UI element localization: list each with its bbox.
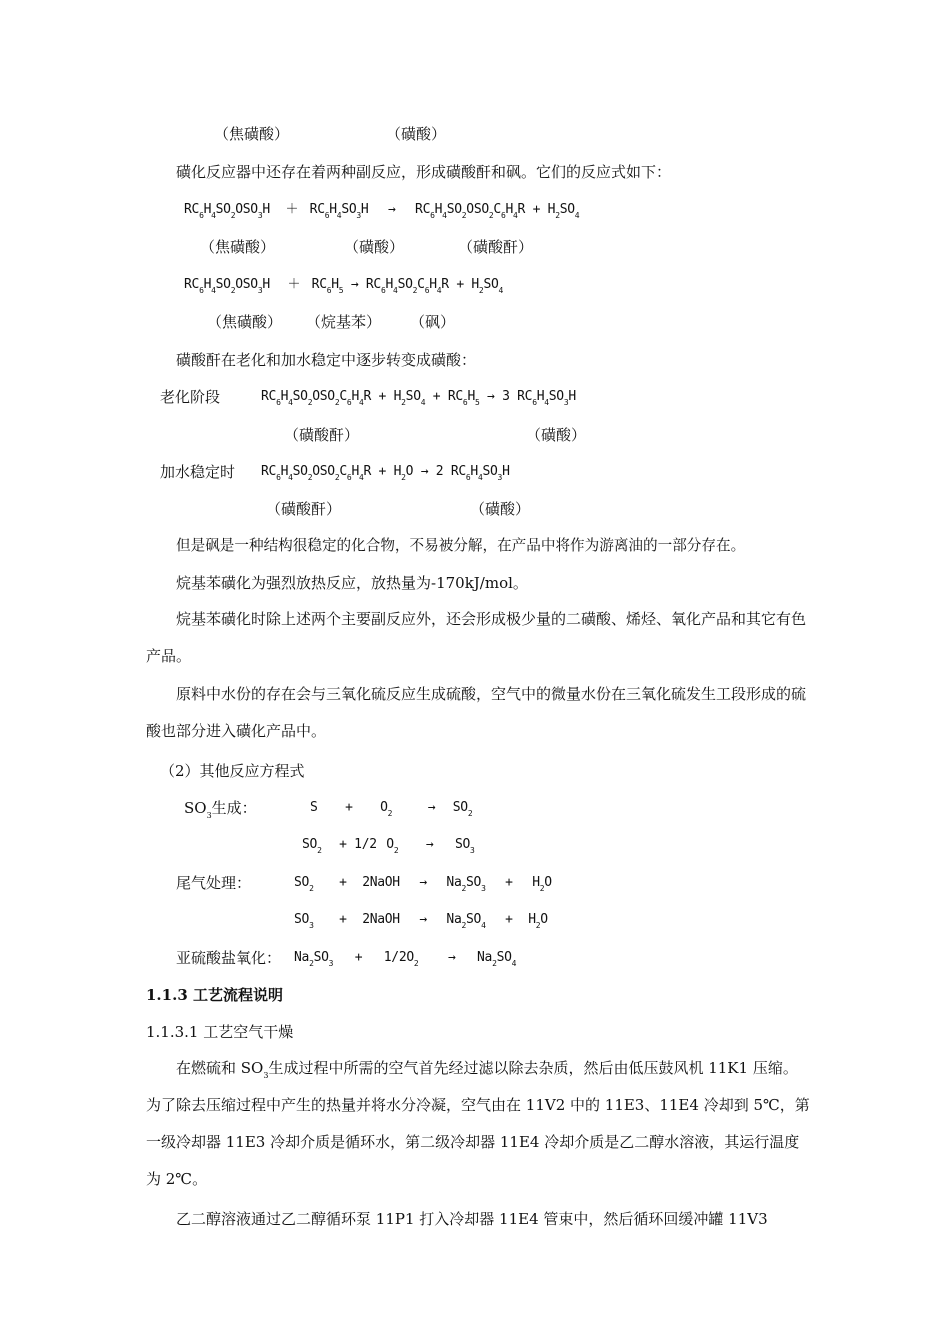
reaction5-equation: $RC_6H_4SO_2OSO_2C_6H_4R + H_2O \to 2$ $RC_6H_4SO_3H$	[261, 464, 510, 482]
air-drying-paragraph: 在燃硫和 $SO_3$生成过程中所需的空气首先经过滤以除去杂质，然后由低压鼓风机 11K1 压缩。为了除去压缩过程中产生的热量并将水分冷凝，空气由在 11V2 中的 11E3、11E4 冷却到 5℃，第一级冷却器 11E3 冷却介质是循环水，第二级冷却器 11E4 冷却介质是乙二醇水溶液，其运行温度为 2℃。	[146, 1059, 810, 1188]
so3-formation-eq2: $SO_2 + 1/2$ $O_2 \to SO_3$	[302, 837, 475, 855]
reaction5-stage: 加水稳定时	[160, 463, 236, 481]
section-heading-113: 1.1.3 工艺流程说明	[146, 986, 283, 1004]
reaction5-label-anhydride: （磺酸酐）	[266, 500, 342, 518]
tail-gas-eq1: $SO_2$ + 2NaOH → $Na_2SO_3 + H_2O$	[294, 875, 552, 893]
tail-gas-label: 尾气处理：	[176, 874, 252, 892]
reaction2-label-anhydride: （磺酸酐）	[458, 238, 534, 256]
reaction2-label-pyrosulfonic: （焦磺酸）	[200, 238, 276, 256]
reaction4-label-anhydride: （磺酸酐）	[284, 426, 360, 444]
byproducts-paragraph: 烷基苯磺化时除上述两个主要副反应外，还会形成极少量的二磺酸、烯烃、氧化产品和其它有色产品。	[146, 610, 807, 665]
glycol-paragraph: 乙二醇溶液通过乙二醇循环泵 11P1 打入冷却器 11E4 管束中，然后循环回缓冲罐 11V3	[176, 1210, 768, 1228]
other-reactions-title: （2）其他反应方程式	[160, 762, 305, 780]
reaction3-label-alkylbenzene: （烷基苯）	[306, 313, 382, 331]
reaction1-label-pyrosulfonic: （焦磺酸）	[214, 125, 290, 143]
reaction3-label-sulfone: （砜）	[410, 313, 456, 331]
reaction4-stage: 老化阶段	[160, 388, 221, 406]
reaction1-label-sulfonic: （磺酸）	[386, 125, 447, 143]
sulfone-paragraph: 但是砜是一种结构很稳定的化合物，不易被分解，在产品中将作为游离油的一部分存在。	[176, 537, 746, 554]
side-reactions-intro: 磺化反应器中还存在着两种副反应，形成磺酸酐和砜。它们的反应式如下：	[176, 163, 672, 181]
sulfite-oxidation-label: 亚硫酸盐氧化：	[176, 949, 282, 967]
reaction4-equation: $RC_6H_4SO_2OSO_2C_6H_4R + H_2SO_4 + RC_6H_5 \to 3$ $RC_6H_4SO_3H$	[261, 389, 576, 407]
reaction5-label-sulfonic: （磺酸）	[470, 500, 531, 518]
reaction4-label-sulfonic: （磺酸）	[526, 426, 587, 444]
reaction3-equation: $RC_6H_4SO_2OSO_3H + RC_6H_5 \to RC_6H_4SO_2C_6H_4R + H_2SO_4$	[184, 277, 504, 295]
reaction3-label-pyrosulfonic: （焦磺酸）	[207, 313, 283, 331]
so3-formation-eq1: $S + O_2 \to SO_2$	[310, 800, 473, 818]
exothermic-paragraph: 烷基苯磺化为强烈放热反应，放热量为-170kJ/mol。	[176, 574, 528, 592]
section-heading-1131: 1.1.3.1 工艺空气干燥	[146, 1023, 294, 1041]
reaction2-equation: $RC_6H_4SO_2OSO_3H + RC_6H_4SO_3H \to RC_6H_4SO_2OSO_2C_6H_4R + H_2SO_4$	[184, 202, 580, 220]
water-paragraph: 原料中水份的存在会与三氧化硫反应生成硫酸，空气中的微量水份在三氧化硫发生工段形成的硫酸也部分进入磺化产品中。	[146, 685, 807, 740]
tail-gas-eq2: $SO_3$ + 2NaOH → $Na_2SO_4 + H_2O$	[294, 912, 548, 930]
reaction2-label-sulfonic: （磺酸）	[344, 238, 405, 256]
sulfite-oxidation-eq: $Na_2SO_3 + 1/2O_2 \to Na_2SO_4$	[294, 950, 517, 968]
so3-formation-label: $SO_3$生成：	[184, 799, 257, 820]
anhydride-intro: 磺酸酐在老化和加水稳定中逐步转变成磺酸：	[176, 351, 477, 369]
